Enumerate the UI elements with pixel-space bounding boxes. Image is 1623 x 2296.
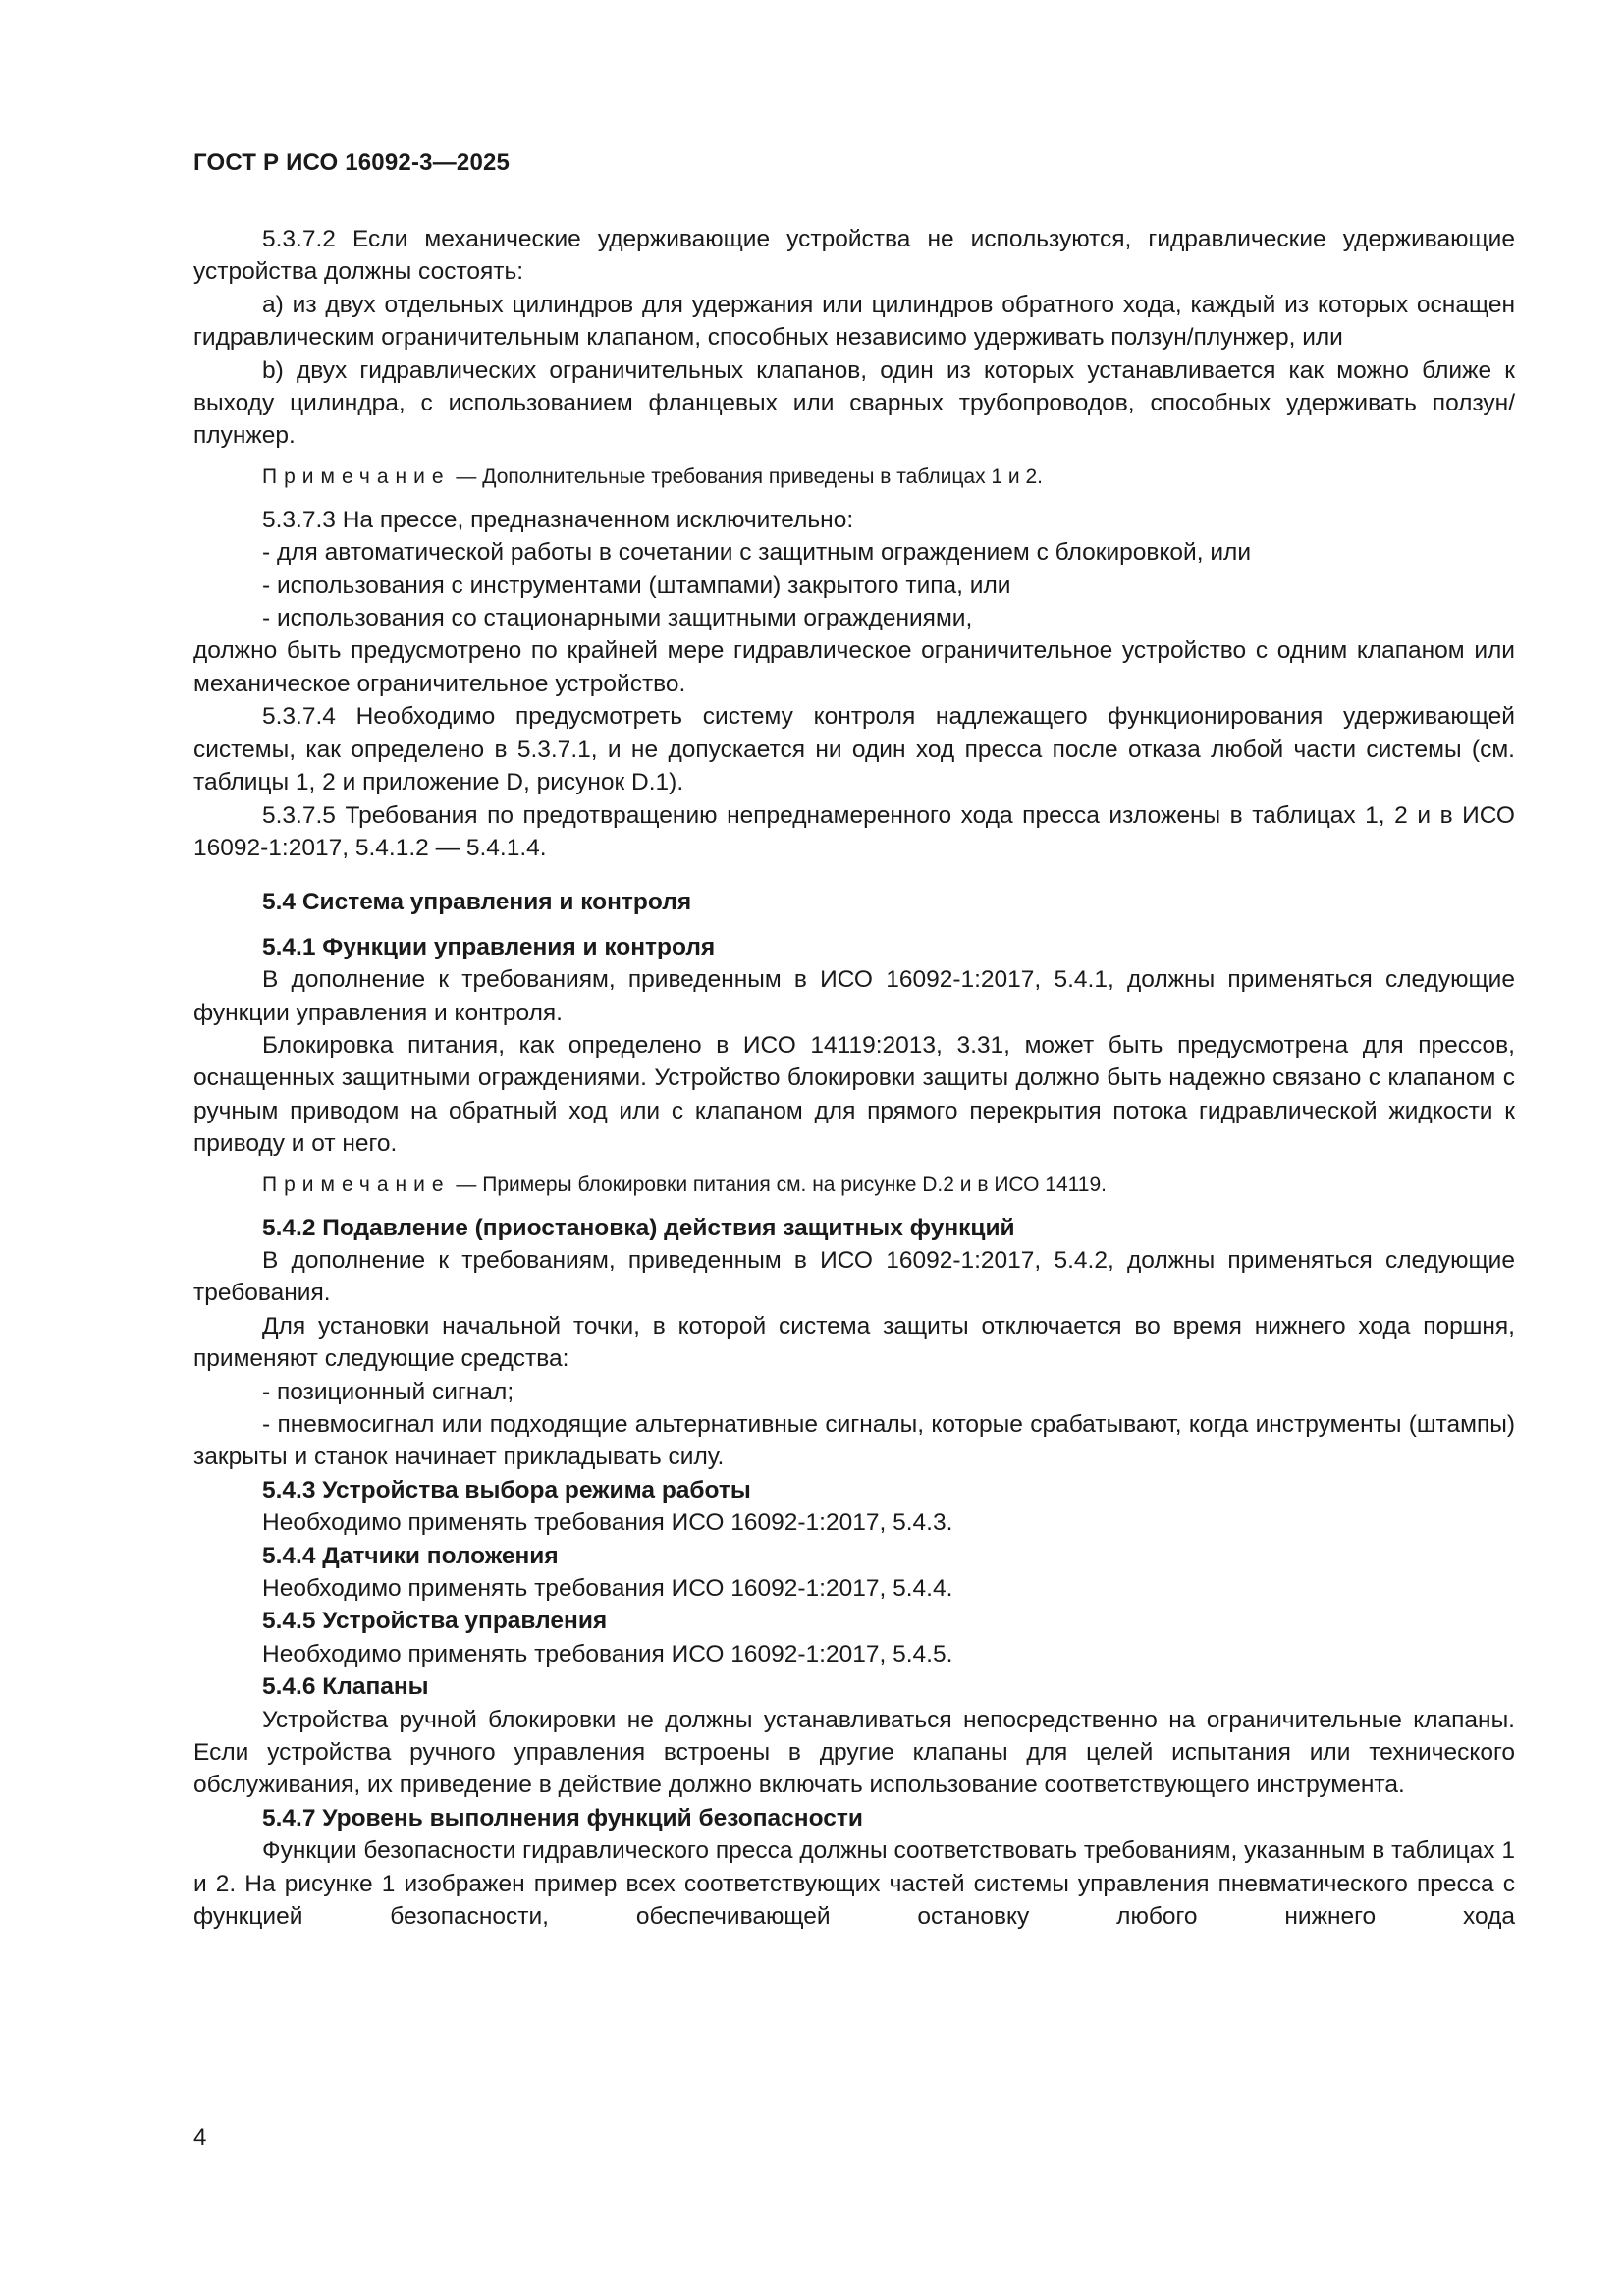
paragraph: Блокировка питания, как определено в ИСО 14119:2013, 3.31, может быть предусмотрена для прессов, оснащенных защитными ограждениями. Устройство блокировки защиты должно быть надежно связано с клапаном с ручным приводом на обратный ход или с клапаном для прямого перекрытия потока гидравлической жидкости к приводу и от него. (193, 1031, 1515, 1158)
dash-item: - позиционный сигнал; (262, 1378, 514, 1405)
note-text: — Дополнительные требования приведены в таблицах 1 и 2. (450, 465, 1044, 488)
paragraph: Устройства ручной блокировки не должны устанавливаться непосредственно на ограничительные клапаны. Если устройства ручного управления встроены в другие клапаны для целей испытания или технического обслуживания, их приведение в действие должно включать использование соответствующего инструмента. (193, 1706, 1515, 1799)
paragraph: В дополнение к требованиям, приведенным в ИСО 16092-1:2017, 5.4.2, должны применяться следующие требования. (193, 1246, 1515, 1307)
heading-5-4-7: 5.4.7 Уровень выполнения функций безопасности (262, 1804, 863, 1831)
list-item-b: b) двух гидравлических ограничительных клапанов, один из которых устанавливается как можно ближе к выходу цилиндра, с использованием фланцевых или сварных трубопроводов, способных удерживать ползун/плунжер. (193, 356, 1515, 450)
note-text: — Примеры блокировки питания см. на рисунке D.2 и в ИСО 14119. (450, 1173, 1107, 1196)
paragraph: В дополнение к требованиям, приведенным в ИСО 16092-1:2017, 5.4.1, должны применяться следующие функции управления и контроля. (193, 966, 1515, 1026)
heading-5-4-6: 5.4.6 Клапаны (262, 1673, 429, 1701)
heading-5-4-2: 5.4.2 Подавление (приостановка) действия защитных функций (262, 1214, 1015, 1241)
dash-item: - использования со стационарными защитными ограждениями, (262, 605, 973, 632)
dash-item: - для автоматической работы в сочетании с защитным ограждением с блокировкой, или (262, 539, 1252, 567)
paragraph: Необходимо применять требования ИСО 16092-1:2017, 5.4.3. (262, 1509, 953, 1537)
heading-5-4: 5.4 Система управления и контроля (262, 889, 692, 916)
heading-5-4-1: 5.4.1 Функции управления и контроля (262, 933, 716, 960)
paragraph: Функции безопасности гидравлического пресса должны соответствовать требованиям, указанным в таблицах 1 и 2. На рисунке 1 изображен пример всех соответствующих частей системы управления пневматического пресса с функцией безопасности, обеспечивающей остановку любого нижнего хода (193, 1837, 1515, 1931)
paragraph: Необходимо применять требования ИСО 16092-1:2017, 5.4.4. (262, 1575, 953, 1603)
dash-item: - использования с инструментами (штампами) закрытого типа, или (262, 572, 1011, 599)
heading-5-4-4: 5.4.4 Датчики положения (262, 1542, 559, 1569)
dash-item-long: - пневмосигнал или подходящие альтернативные сигналы, которые срабатывают, когда инструменты (штампы) закрыты и станок начинает прикладывать силу. (193, 1411, 1515, 1471)
heading-5-4-3: 5.4.3 Устройства выбора режима работы (262, 1476, 751, 1503)
note-label: Примечание (262, 465, 451, 488)
paragraph-5373: 5.3.7.3 На прессе, предназначенном исключительно: (262, 506, 854, 533)
paragraph: Необходимо применять требования ИСО 16092-1:2017, 5.4.5. (262, 1640, 953, 1667)
paragraph-5374: 5.3.7.4 Необходимо предусмотреть систему контроля надлежащего функционирования удерживающей системы, как определено в 5.3.7.1, и не допускается ни один ход пресса после отказа любой части системы (см. таблицы 1, 2 и приложение D, рисунок D.1). (193, 703, 1515, 796)
paragraph: Для установки начальной точки, в которой система защиты отключается во время нижнего хода поршня, применяют следующие средства: (193, 1312, 1515, 1373)
heading-5-4-5: 5.4.5 Устройства управления (262, 1608, 608, 1635)
paragraph-5372: 5.3.7.2 Если механические удерживающие устройства не используются, гидравлические удерживающие устройства должны состоять: (193, 226, 1515, 286)
list-item-a: a) из двух отдельных цилиндров для удержания или цилиндров обратного хода, каждый из которых оснащен гидравлическим ограничительным клапаном, способных независимо удерживать ползун/плунжер, или (193, 291, 1515, 352)
document-body (193, 223, 1515, 1934)
note-2 (262, 1171, 1515, 1200)
paragraph-continuation: должно быть предусмотрено по крайней мере гидравлическое ограничительное устройство с одним клапаном или механическое ограничительное устройство. (193, 637, 1515, 697)
page-number: 4 (193, 2124, 207, 2151)
note-label: Примечание (262, 1173, 451, 1196)
document-header: ГОСТ Р ИСО 16092-3—2025 (193, 149, 511, 176)
note-1 (262, 463, 1515, 492)
paragraph-5375: 5.3.7.5 Требования по предотвращению непреднамеренного хода пресса изложены в таблицах 1, 2 и в ИСО 16092-1:2017, 5.4.1.2 — 5.4.1.4. (193, 801, 1515, 861)
